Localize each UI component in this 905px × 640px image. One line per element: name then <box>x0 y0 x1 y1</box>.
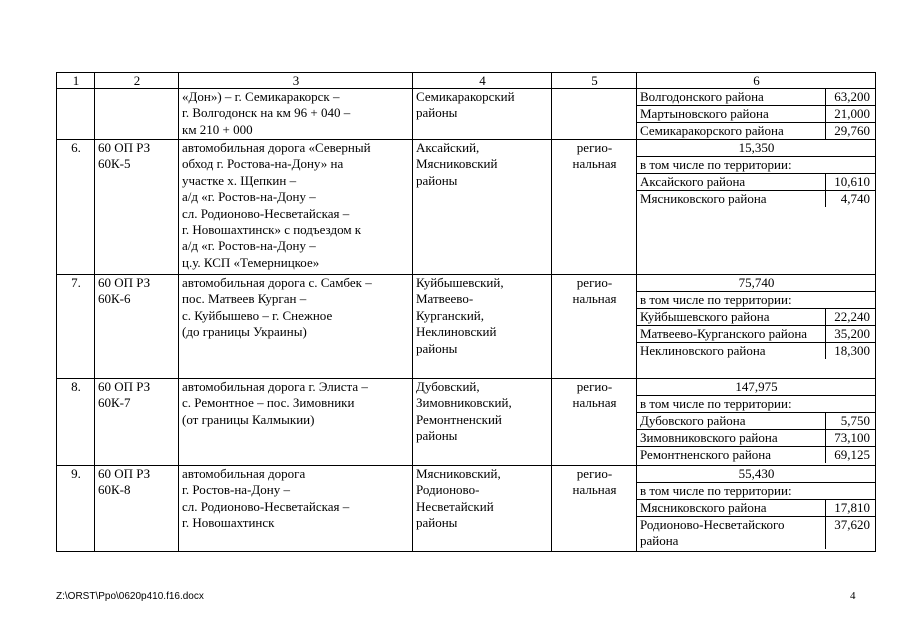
district-name: Мартыновского района <box>637 106 825 123</box>
road-description-line: сл. Родионово-Несветайская – <box>182 205 350 221</box>
road-type-cell <box>552 466 637 552</box>
road-type-line: регио- <box>576 275 613 290</box>
territory-subheader-row <box>637 292 876 309</box>
road-code-cell <box>95 379 179 466</box>
district-length-value: 73,100 <box>825 430 876 447</box>
road-code-cell <box>95 466 179 552</box>
road-code-line: 60К-7 <box>98 395 131 411</box>
road-type-line: регио- <box>576 379 613 394</box>
district-length-row <box>637 430 876 447</box>
row-number-cell <box>57 275 95 379</box>
row-number-cell <box>57 89 95 140</box>
district-length-value: 63,200 <box>825 89 876 106</box>
road-type-cell <box>552 275 637 379</box>
length-breakdown <box>637 140 876 207</box>
district-line: Неклиновский <box>416 324 497 340</box>
road-code-cell <box>95 89 179 140</box>
table-row <box>57 275 876 379</box>
district-length-value: 21,000 <box>825 106 876 123</box>
district-length-row <box>637 89 876 106</box>
district-length-value: 5,750 <box>825 413 876 430</box>
length-total-row <box>637 140 876 157</box>
length-cell <box>637 466 876 552</box>
page-number: 4 <box>850 590 856 602</box>
road-code-line: 60 ОП РЗ <box>98 379 151 394</box>
district-name: Волгодонского района <box>637 89 825 106</box>
road-description-line: «Дон») – г. Семикаракорск – <box>182 89 340 104</box>
territory-subheader-row <box>637 396 876 413</box>
territory-subheader: в том числе по территории: <box>637 292 876 309</box>
district-name: Мясниковского района <box>640 191 767 206</box>
table-row <box>57 89 876 140</box>
district-name: Ремонтненского района <box>640 447 772 462</box>
road-code-line: 60 ОП РЗ <box>98 275 151 290</box>
district-length-value: 37,620 <box>825 517 876 550</box>
road-type-line: нальная <box>572 291 617 307</box>
length-breakdown <box>637 466 876 549</box>
district-line: районы <box>416 340 458 356</box>
road-type-line: нальная <box>572 395 617 411</box>
road-type-line: регио- <box>576 140 613 155</box>
territory-subheader: в том числе по территории: <box>637 396 876 413</box>
district-length-row <box>637 123 876 140</box>
districts-cell <box>413 466 552 552</box>
district-length-row <box>637 106 876 123</box>
district-line: Матвеево- <box>416 291 474 307</box>
length-breakdown <box>637 89 876 139</box>
district-line: районы <box>416 515 458 531</box>
column-number: 1 <box>57 73 95 89</box>
length-total: 15,350 <box>637 140 876 157</box>
road-description-cell <box>179 379 413 466</box>
length-total-row <box>637 275 876 292</box>
length-total-row <box>637 466 876 483</box>
length-cell <box>637 275 876 379</box>
district-line: Семикаракорский <box>416 89 515 104</box>
district-line: Зимовниковский, <box>416 395 512 411</box>
district-name: Семикаракорского района <box>640 123 784 138</box>
road-type-line: нальная <box>572 482 617 498</box>
road-type-line: регио- <box>576 466 613 481</box>
road-code-line: 60 ОП РЗ <box>98 140 151 155</box>
length-total: 55,430 <box>637 466 876 483</box>
file-path-footer: Z:\ORST\Ppo\0620p410.f16.docx <box>56 591 204 602</box>
road-type-cell <box>552 89 637 140</box>
length-cell <box>637 379 876 466</box>
district-line: Дубовский, <box>416 379 480 394</box>
road-description-line: обход г. Ростова-на-Дону» на <box>182 156 344 172</box>
row-number-cell <box>57 140 95 275</box>
road-description-line: г. Новошахтинск <box>182 515 275 531</box>
district-name: Родионово-Несветайского района <box>640 517 785 548</box>
district-line: Ремонтненский <box>416 411 502 427</box>
column-number: 2 <box>95 73 179 89</box>
district-line: Куйбышевский, <box>416 275 504 290</box>
road-description-line: км 210 + 000 <box>182 121 253 137</box>
districts-cell <box>413 379 552 466</box>
road-code-cell <box>95 275 179 379</box>
road-description-line: ц.у. КСП «Темерницкое» <box>182 254 320 270</box>
length-cell <box>637 89 876 140</box>
road-description-cell <box>179 89 413 140</box>
column-number: 3 <box>179 73 413 89</box>
column-number: 5 <box>552 73 637 89</box>
district-length-row <box>637 174 876 191</box>
road-description-line: а/д «г. Ростов-на-Дону – <box>182 238 316 254</box>
district-name: Неклиновского района <box>640 343 766 358</box>
district-length-row <box>637 413 876 430</box>
district-length-row <box>637 343 876 360</box>
district-length-value: 29,760 <box>825 123 876 140</box>
road-description-cell <box>179 275 413 379</box>
road-description-line: автомобильная дорога «Северный <box>182 140 371 155</box>
road-type-cell <box>552 140 637 275</box>
district-line: Аксайский, <box>416 140 480 155</box>
districts-cell <box>413 89 552 140</box>
road-description-line: автомобильная дорога г. Элиста – <box>182 379 368 394</box>
road-description-line: а/д «г. Ростов-на-Дону – <box>182 189 316 205</box>
road-code-line: 60К-5 <box>98 156 131 172</box>
column-number-row <box>57 73 876 89</box>
district-length-value: 4,740 <box>825 191 876 208</box>
road-description-line: автомобильная дорога <box>182 466 306 481</box>
row-number: 8. <box>71 379 81 394</box>
road-code-cell <box>95 140 179 275</box>
districts-cell <box>413 140 552 275</box>
road-type-line: нальная <box>572 156 617 172</box>
road-table <box>56 72 876 552</box>
row-number-cell <box>57 466 95 552</box>
road-description-cell <box>179 466 413 552</box>
districts-cell <box>413 275 552 379</box>
district-name: Матвеево-Курганского района <box>637 326 825 343</box>
road-description-line: (от границы Калмыкии) <box>182 411 315 427</box>
road-description-line: пос. Матвеев Курган – <box>182 291 307 307</box>
road-code-line: 60К-8 <box>98 482 131 498</box>
road-description-line: сл. Родионово-Несветайская – <box>182 498 350 514</box>
road-description-cell <box>179 140 413 275</box>
district-line: районы <box>416 172 458 188</box>
district-line: Родионово- <box>416 482 480 498</box>
road-description-line: (до границы Украины) <box>182 324 307 340</box>
district-line: Несветайский <box>416 498 494 514</box>
row-number: 9. <box>71 466 81 481</box>
district-name: Куйбышевского района <box>637 309 825 326</box>
column-number: 6 <box>637 73 876 89</box>
district-length-row <box>637 309 876 326</box>
table-row <box>57 466 876 552</box>
district-length-row <box>637 500 876 517</box>
district-name: Аксайского района <box>637 174 825 191</box>
length-cell <box>637 140 876 275</box>
road-description-line: г. Ростов-на-Дону – <box>182 482 290 498</box>
road-description-line: г. Новошахтинск» с подъездом к <box>182 222 362 238</box>
territory-subheader: в том числе по территории: <box>637 483 876 500</box>
district-line: Мясниковский, <box>416 466 501 481</box>
road-description-line: с. Ремонтное – пос. Зимовники <box>182 395 355 411</box>
length-total: 75,740 <box>637 275 876 292</box>
district-name: Дубовского района <box>637 413 825 430</box>
road-type-cell <box>552 379 637 466</box>
district-line: районы <box>416 428 458 444</box>
row-number: 6. <box>71 140 81 155</box>
district-length-value: 10,610 <box>825 174 876 191</box>
row-number-cell <box>57 379 95 466</box>
district-length-value: 17,810 <box>825 500 876 517</box>
district-line: Курганский, <box>416 307 485 323</box>
table-row <box>57 379 876 466</box>
district-length-row <box>637 517 876 550</box>
district-length-value: 35,200 <box>825 326 876 343</box>
district-name: Зимовниковского района <box>637 430 825 447</box>
length-breakdown <box>637 379 876 463</box>
territory-subheader-row <box>637 483 876 500</box>
road-code-line: 60К-6 <box>98 291 131 307</box>
row-number: 7. <box>71 275 81 290</box>
territory-subheader: в том числе по территории: <box>637 157 876 174</box>
road-code-line: 60 ОП РЗ <box>98 466 151 481</box>
district-length-value: 69,125 <box>825 447 876 464</box>
road-description-line: с. Куйбышево – г. Снежное <box>182 307 333 323</box>
length-total-row <box>637 379 876 396</box>
road-description-line: участке х. Щепкин – <box>182 172 297 188</box>
district-length-value: 18,300 <box>825 343 876 360</box>
district-length-row <box>637 191 876 208</box>
district-length-row <box>637 326 876 343</box>
column-number: 4 <box>413 73 552 89</box>
district-length-row <box>637 447 876 464</box>
road-description-line: автомобильная дорога с. Самбек – <box>182 275 372 290</box>
district-length-value: 22,240 <box>825 309 876 326</box>
road-description-line: г. Волгодонск на км 96 + 040 – <box>182 105 351 121</box>
district-line: районы <box>416 105 458 121</box>
district-line: Мясниковский <box>416 156 498 172</box>
district-name: Мясниковского района <box>637 500 825 517</box>
length-breakdown <box>637 275 876 359</box>
territory-subheader-row <box>637 157 876 174</box>
table-row <box>57 140 876 275</box>
length-total: 147,975 <box>637 379 876 396</box>
